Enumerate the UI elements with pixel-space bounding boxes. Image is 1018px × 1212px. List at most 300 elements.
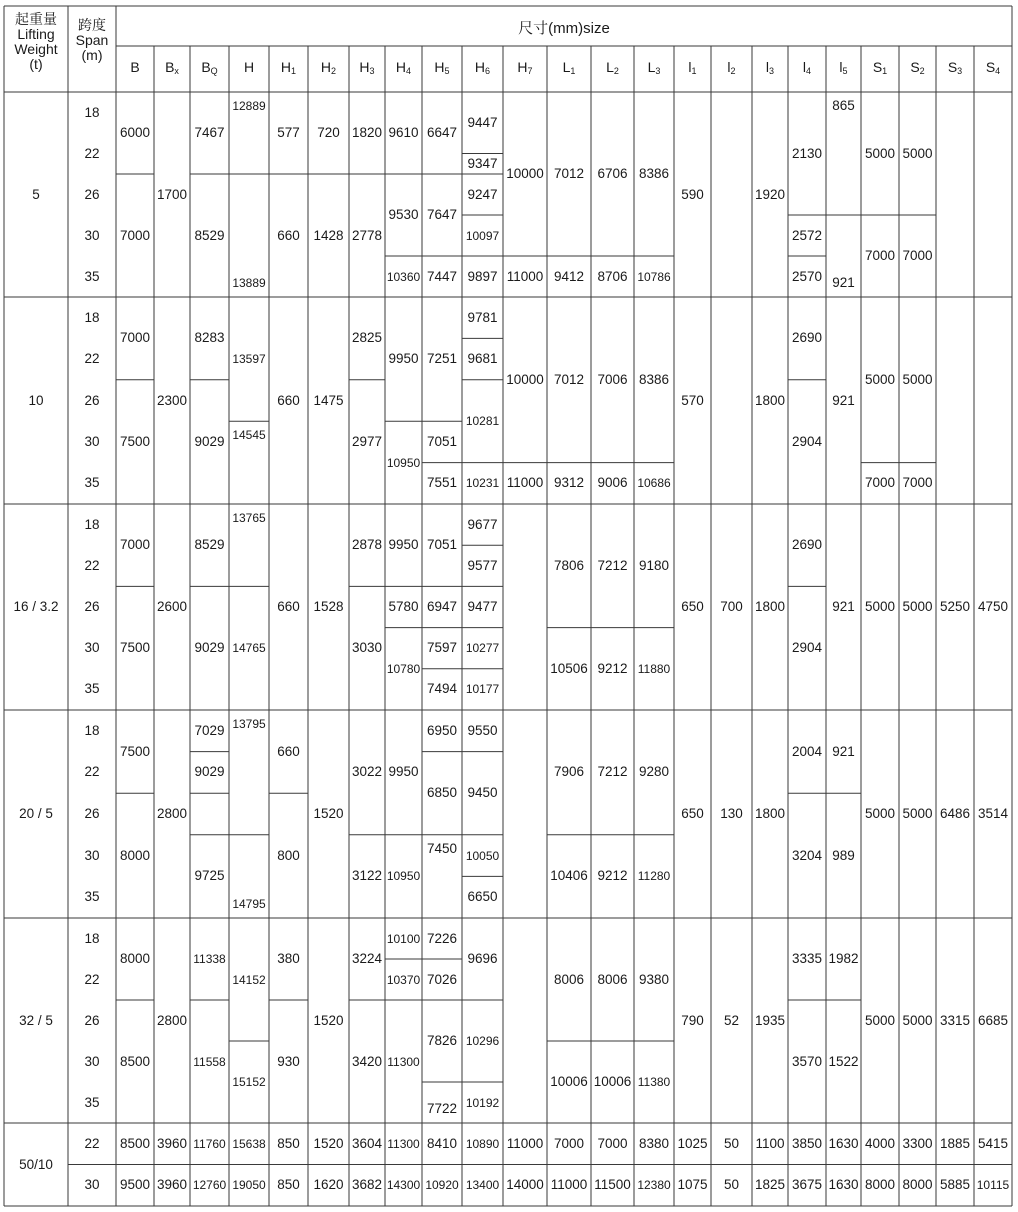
table-cell: 11280 — [637, 869, 671, 884]
span-cell: 22 — [84, 764, 100, 780]
table-cell: 7450 — [426, 840, 458, 856]
table-cell: 9029 — [194, 433, 225, 449]
table-cell: 800 — [277, 847, 300, 863]
table-cell: 9677 — [467, 516, 498, 532]
table-cell: 8006 — [597, 971, 628, 987]
table-cell: 10277 — [465, 641, 500, 656]
table-cell: 11880 — [637, 661, 671, 676]
column-header-subscript: 3 — [769, 66, 775, 76]
table-cell: 1520 — [313, 1012, 344, 1028]
table-cell: 660 — [277, 743, 300, 759]
table-cell: 7212 — [597, 557, 628, 573]
span-cell: 30 — [84, 847, 100, 863]
table-cell: 6000 — [119, 125, 151, 140]
table-cell: 577 — [277, 125, 300, 140]
table-cell: 10890 — [465, 1136, 500, 1151]
table-cell: 1075 — [677, 1177, 708, 1193]
table-cell: 3850 — [791, 1135, 823, 1151]
table-cell: 921 — [832, 599, 855, 614]
span-cell: 22 — [84, 971, 100, 987]
table-cell: 7467 — [194, 125, 225, 140]
span-cell: 26 — [84, 806, 100, 821]
table-cell: 2878 — [351, 537, 383, 553]
table-cell: 10370 — [386, 972, 421, 987]
table-cell: 11300 — [387, 1054, 420, 1069]
table-cell: 11000 — [506, 475, 544, 491]
column-header-subscript: 1 — [882, 66, 888, 76]
column-header — [190, 59, 229, 75]
table-cell: 9500 — [119, 1177, 151, 1193]
table-cell: 10115 — [976, 1178, 1010, 1193]
table-cell: 9212 — [597, 868, 628, 884]
table-cell: 11380 — [637, 1075, 671, 1089]
column-header — [308, 59, 349, 75]
table-cell: 5000 — [864, 145, 896, 161]
column-header-symbol: S — [910, 59, 920, 75]
table-cell: 8000 — [119, 847, 151, 863]
table-cell: 650 — [681, 806, 704, 821]
table-cell: 7906 — [553, 764, 585, 780]
table-cell: 7000 — [597, 1135, 628, 1151]
table-cell: 2800 — [156, 1012, 188, 1028]
table-cell: 5000 — [864, 371, 896, 387]
table-cell: 700 — [720, 599, 743, 614]
table-cell: 3300 — [902, 1135, 933, 1151]
table-cell: 9029 — [194, 640, 225, 656]
table-cell: 5000 — [902, 145, 933, 161]
table-cell: 3570 — [791, 1053, 823, 1069]
lifting-weight-cell: 10 — [28, 392, 44, 408]
table-cell: 2690 — [791, 330, 823, 346]
table-cell: 10686 — [637, 476, 671, 491]
table-cell: 9550 — [467, 722, 498, 738]
table-cell: 921 — [832, 743, 855, 759]
table-cell: 1528 — [313, 599, 344, 614]
table-cell: 4750 — [977, 599, 1009, 614]
table-cell: 14300 — [386, 1178, 421, 1193]
table-cell: 10780 — [386, 661, 421, 676]
table-cell: 3682 — [351, 1177, 383, 1193]
table-cell: 5000 — [902, 1012, 933, 1028]
table-cell: 7012 — [553, 371, 585, 387]
column-header-subscript: 4 — [406, 66, 412, 76]
column-header-subscript: 2 — [613, 66, 619, 76]
column-header-symbol: H — [243, 59, 255, 75]
span-cell: 26 — [84, 186, 100, 202]
table-cell: 8500 — [119, 1135, 151, 1151]
table-cell: 7500 — [119, 640, 151, 656]
table-cell: 10097 — [465, 228, 500, 243]
table-cell: 9450 — [467, 785, 498, 801]
span-cell: 18 — [84, 104, 100, 120]
table-cell: 1820 — [351, 125, 383, 140]
table-cell: 4000 — [864, 1135, 896, 1151]
span-cell: 30 — [84, 433, 100, 449]
table-cell: 14545 — [232, 428, 266, 443]
span-header — [68, 18, 116, 63]
table-cell: 8500 — [119, 1053, 151, 1069]
table-cell: 11000 — [506, 268, 544, 284]
lifting-weight-cell: 32 / 5 — [19, 1012, 53, 1028]
table-cell: 9380 — [638, 971, 670, 987]
table-cell: 1885 — [939, 1135, 971, 1151]
table-cell: 7500 — [119, 743, 151, 759]
span-header-line: 跨度 — [78, 17, 106, 33]
table-cell: 9412 — [553, 268, 585, 284]
table-cell: 12889 — [232, 99, 266, 113]
table-cell: 7251 — [426, 351, 458, 367]
table-cell: 7000 — [119, 537, 151, 553]
table-cell: 7722 — [426, 1101, 458, 1116]
lifting-weight-header-line: (t) — [29, 56, 43, 72]
table-cell: 12760 — [192, 1178, 227, 1193]
table-cell: 8386 — [638, 166, 670, 181]
table-cell: 10177 — [465, 682, 500, 697]
table-cell: 3335 — [791, 951, 823, 966]
table-cell: 7226 — [426, 930, 458, 946]
table-cell: 2690 — [791, 537, 823, 553]
table-cell: 6647 — [426, 125, 458, 140]
table-cell: 720 — [317, 125, 340, 140]
table-cell: 6706 — [597, 166, 628, 181]
table-cell: 8386 — [638, 371, 670, 387]
table-cell: 9247 — [467, 186, 498, 202]
column-header — [116, 59, 154, 75]
table-cell: 9212 — [597, 660, 628, 676]
span-cell: 30 — [84, 1053, 100, 1069]
table-cell: 989 — [832, 847, 855, 863]
column-header-symbol: l — [839, 59, 843, 75]
column-header — [634, 59, 674, 75]
table-cell: 2778 — [351, 227, 383, 243]
table-cell: 2825 — [351, 330, 383, 346]
table-cell: 14152 — [232, 972, 266, 987]
table-cell: 1630 — [828, 1135, 859, 1151]
table-cell: 7494 — [426, 681, 458, 697]
table-cell: 3420 — [351, 1053, 383, 1069]
column-header — [229, 59, 269, 75]
table-cell: 921 — [832, 392, 855, 408]
span-cell: 18 — [84, 516, 100, 532]
table-cell: 10506 — [550, 660, 588, 676]
column-header — [711, 59, 752, 75]
table-cell: 9312 — [553, 475, 585, 491]
span-cell: 22 — [84, 557, 100, 573]
column-header-symbol: l — [802, 59, 807, 75]
table-cell: 10192 — [465, 1095, 500, 1110]
column-header-symbol: B — [165, 59, 175, 75]
table-cell: 1800 — [754, 599, 786, 614]
table-cell: 7826 — [426, 1033, 458, 1048]
lifting-weight-cell: 20 / 5 — [19, 806, 53, 821]
table-cell: 7029 — [194, 722, 225, 738]
table-cell: 9477 — [467, 599, 498, 614]
table-cell: 19050 — [232, 1178, 266, 1193]
column-header-subscript: 7 — [527, 66, 533, 76]
table-cell: 11558 — [193, 1054, 226, 1069]
table-cell: 660 — [277, 599, 300, 614]
span-cell: 35 — [84, 268, 100, 284]
column-header — [269, 59, 308, 75]
table-cell: 10006 — [550, 1074, 588, 1089]
table-cell: 7212 — [597, 764, 628, 780]
column-header-symbol: L — [562, 59, 571, 75]
table-cell: 9781 — [467, 309, 498, 325]
table-cell: 1825 — [754, 1177, 786, 1193]
table-cell: 10281 — [465, 414, 500, 429]
table-cell: 7000 — [553, 1135, 585, 1151]
table-cell: 9530 — [388, 207, 419, 222]
column-header-symbol: H — [359, 59, 370, 75]
table-cell: 14765 — [232, 641, 266, 656]
lifting-weight-header-line: Lifting — [17, 26, 55, 42]
table-cell: 9950 — [388, 537, 419, 553]
lifting-weight-header-line: 起重量 — [15, 11, 57, 27]
table-cell: 6685 — [977, 1012, 1009, 1028]
column-header-symbol: l — [688, 59, 692, 75]
table-cell: 650 — [681, 599, 704, 614]
table-cell: 5000 — [902, 806, 933, 821]
table-cell: 8410 — [426, 1135, 458, 1151]
column-header — [503, 59, 547, 75]
table-cell: 1428 — [313, 227, 344, 243]
column-header-subscript: 1 — [291, 66, 297, 76]
table-cell: 1630 — [828, 1177, 859, 1193]
lifting-weight-header-line: Weight — [14, 41, 58, 57]
table-cell: 8283 — [194, 330, 225, 346]
lifting-weight-cell: 16 / 3.2 — [13, 599, 59, 614]
table-cell: 7500 — [119, 433, 151, 449]
table-cell: 8000 — [864, 1177, 896, 1193]
table-cell: 10000 — [506, 371, 544, 387]
span-cell: 35 — [84, 889, 100, 905]
column-header-symbol: S — [872, 59, 883, 75]
lifting-weight-cell: 50/10 — [19, 1156, 53, 1172]
table-cell: 1025 — [677, 1135, 708, 1151]
table-cell: 50 — [723, 1177, 740, 1193]
table-cell: 9950 — [388, 764, 419, 780]
span-cell: 35 — [84, 681, 100, 697]
table-cell: 9950 — [388, 351, 419, 367]
table-cell: 13889 — [232, 276, 266, 290]
table-cell: 8529 — [194, 227, 225, 243]
column-header-subscript: 1 — [570, 66, 576, 76]
column-header-subscript: 1 — [691, 66, 697, 76]
table-cell: 7806 — [553, 557, 585, 573]
table-cell: 7000 — [864, 475, 896, 491]
table-cell: 660 — [277, 392, 300, 408]
table-cell: 10006 — [593, 1074, 632, 1089]
column-header-symbol: H — [474, 59, 486, 75]
table-cell: 7000 — [119, 330, 151, 346]
table-cell: 8006 — [553, 971, 585, 987]
table-cell: 11500 — [594, 1177, 631, 1193]
table-cell: 2904 — [791, 640, 823, 656]
column-header-symbol: S — [985, 59, 996, 75]
table-cell: 5000 — [902, 599, 933, 614]
column-header — [899, 59, 936, 75]
column-header-subscript: 2 — [919, 66, 925, 76]
table-cell: 660 — [277, 227, 300, 243]
span-header-line: Span — [75, 32, 109, 48]
table-cell: 2570 — [791, 268, 823, 284]
table-cell: 9610 — [388, 125, 419, 140]
table-cell: 9696 — [467, 951, 498, 966]
column-header-symbol: S — [947, 59, 958, 75]
table-cell: 9180 — [638, 557, 670, 573]
table-cell: 9280 — [638, 764, 670, 780]
table-cell: 6850 — [426, 785, 458, 801]
column-header-subscript: 5 — [842, 66, 848, 76]
table-cell: 1100 — [755, 1135, 785, 1151]
table-cell: 130 — [720, 806, 743, 821]
table-cell: 10000 — [506, 166, 544, 181]
table-cell: 10100 — [386, 931, 421, 946]
table-cell: 9897 — [467, 268, 498, 284]
table-cell: 1520 — [313, 1135, 344, 1151]
column-header-symbol: H — [320, 59, 332, 75]
column-header — [591, 59, 634, 75]
table-cell: 10950 — [386, 869, 421, 884]
column-header-subscript: 4 — [806, 66, 812, 76]
column-header-symbol: B — [130, 59, 140, 75]
table-cell: 7551 — [426, 475, 458, 491]
table-cell: 13795 — [232, 717, 266, 731]
column-header-subscript: x — [174, 66, 179, 76]
table-cell: 13765 — [232, 511, 266, 525]
table-cell: 3122 — [351, 868, 383, 884]
table-cell: 7000 — [902, 248, 933, 263]
table-cell: 9725 — [194, 868, 225, 884]
table-cell: 10786 — [637, 269, 671, 284]
table-cell: 7051 — [426, 537, 458, 553]
column-header — [547, 59, 591, 75]
table-cell: 1800 — [754, 392, 786, 408]
table-cell: 5000 — [864, 599, 896, 614]
column-header-symbol: L — [606, 59, 614, 75]
column-header — [154, 59, 190, 75]
table-cell: 14000 — [506, 1177, 544, 1193]
table-cell: 10296 — [465, 1034, 500, 1048]
table-cell: 8000 — [119, 951, 151, 966]
column-header-symbol: l — [765, 59, 770, 75]
table-cell: 9347 — [467, 155, 498, 171]
column-header-subscript: 4 — [995, 66, 1001, 76]
column-header — [861, 59, 899, 75]
table-cell: 11760 — [193, 1136, 226, 1151]
table-cell: 790 — [681, 1012, 704, 1028]
table-cell: 2904 — [791, 433, 823, 449]
table-cell: 5000 — [902, 371, 933, 387]
table-cell: 2300 — [156, 392, 188, 408]
table-cell: 52 — [723, 1012, 740, 1028]
table-cell: 9577 — [467, 557, 498, 573]
span-cell: 22 — [84, 145, 100, 161]
table-cell: 13597 — [232, 352, 266, 367]
table-cell: 1700 — [156, 186, 188, 202]
table-cell: 2600 — [156, 599, 188, 614]
table-cell: 1475 — [313, 392, 344, 408]
column-header — [674, 59, 711, 75]
table-cell: 7051 — [426, 433, 458, 449]
column-header — [826, 59, 861, 75]
column-header-symbol: H — [395, 59, 407, 75]
column-header-symbol: B — [201, 59, 211, 75]
table-cell: 590 — [681, 186, 704, 202]
table-cell: 10920 — [425, 1178, 459, 1193]
table-cell: 850 — [277, 1135, 300, 1151]
column-header — [422, 59, 462, 75]
table-cell: 3204 — [791, 847, 823, 863]
table-cell: 1520 — [313, 806, 344, 821]
span-cell: 35 — [84, 475, 100, 491]
table-cell: 9681 — [467, 351, 498, 367]
table-cell: 1982 — [828, 951, 859, 966]
table-cell: 5000 — [864, 806, 896, 821]
table-cell: 1935 — [754, 1012, 786, 1028]
table-cell: 3675 — [791, 1177, 823, 1193]
column-header-subscript: 2 — [331, 66, 337, 76]
column-header-symbol: H — [280, 59, 292, 75]
column-header — [974, 59, 1012, 75]
table-cell: 12380 — [637, 1178, 671, 1193]
column-header-subscript: 6 — [485, 66, 491, 76]
table-cell: 8000 — [902, 1177, 933, 1193]
table-cell: 6947 — [426, 599, 458, 614]
span-cell: 35 — [84, 1094, 100, 1110]
span-cell: 26 — [84, 599, 100, 614]
table-cell: 11338 — [193, 952, 226, 966]
table-cell: 10406 — [550, 868, 588, 884]
table-cell: 15638 — [232, 1136, 266, 1151]
span-header-line: (m) — [81, 47, 103, 63]
table-cell: 5415 — [977, 1135, 1009, 1151]
column-header-symbol: H — [517, 59, 528, 75]
table-cell: 9006 — [597, 475, 628, 491]
column-header-subscript: 3 — [957, 66, 963, 76]
table-cell: 8529 — [194, 537, 225, 553]
table-cell: 921 — [832, 275, 855, 290]
table-cell: 10950 — [386, 455, 421, 470]
table-cell: 7000 — [119, 227, 151, 243]
table-cell: 5000 — [864, 1012, 896, 1028]
table-cell: 570 — [681, 392, 704, 408]
table-cell: 2572 — [791, 227, 823, 243]
table-cell: 2004 — [791, 743, 823, 759]
span-cell: 26 — [84, 392, 100, 408]
table-cell: 3960 — [156, 1135, 188, 1151]
table-cell: 930 — [277, 1053, 300, 1069]
table-cell: 8380 — [638, 1135, 670, 1151]
table-cell: 3224 — [351, 951, 383, 966]
table-cell: 7447 — [426, 268, 458, 284]
column-header — [752, 59, 788, 75]
table-cell: 2130 — [791, 145, 823, 161]
table-cell: 8706 — [597, 268, 628, 284]
table-cell: 10231 — [465, 476, 500, 491]
table-cell: 3960 — [156, 1177, 188, 1193]
table-cell: 9447 — [467, 114, 498, 130]
table-cell: 6486 — [939, 806, 971, 821]
table-cell: 2800 — [156, 806, 188, 821]
size-title: 尺寸(mm)size — [518, 20, 610, 37]
span-cell: 30 — [84, 640, 100, 656]
span-cell: 18 — [84, 930, 100, 946]
table-cell: 7006 — [597, 371, 628, 387]
table-cell: 14795 — [232, 897, 266, 911]
table-cell: 5250 — [939, 599, 971, 614]
table-cell: 3022 — [351, 764, 383, 780]
